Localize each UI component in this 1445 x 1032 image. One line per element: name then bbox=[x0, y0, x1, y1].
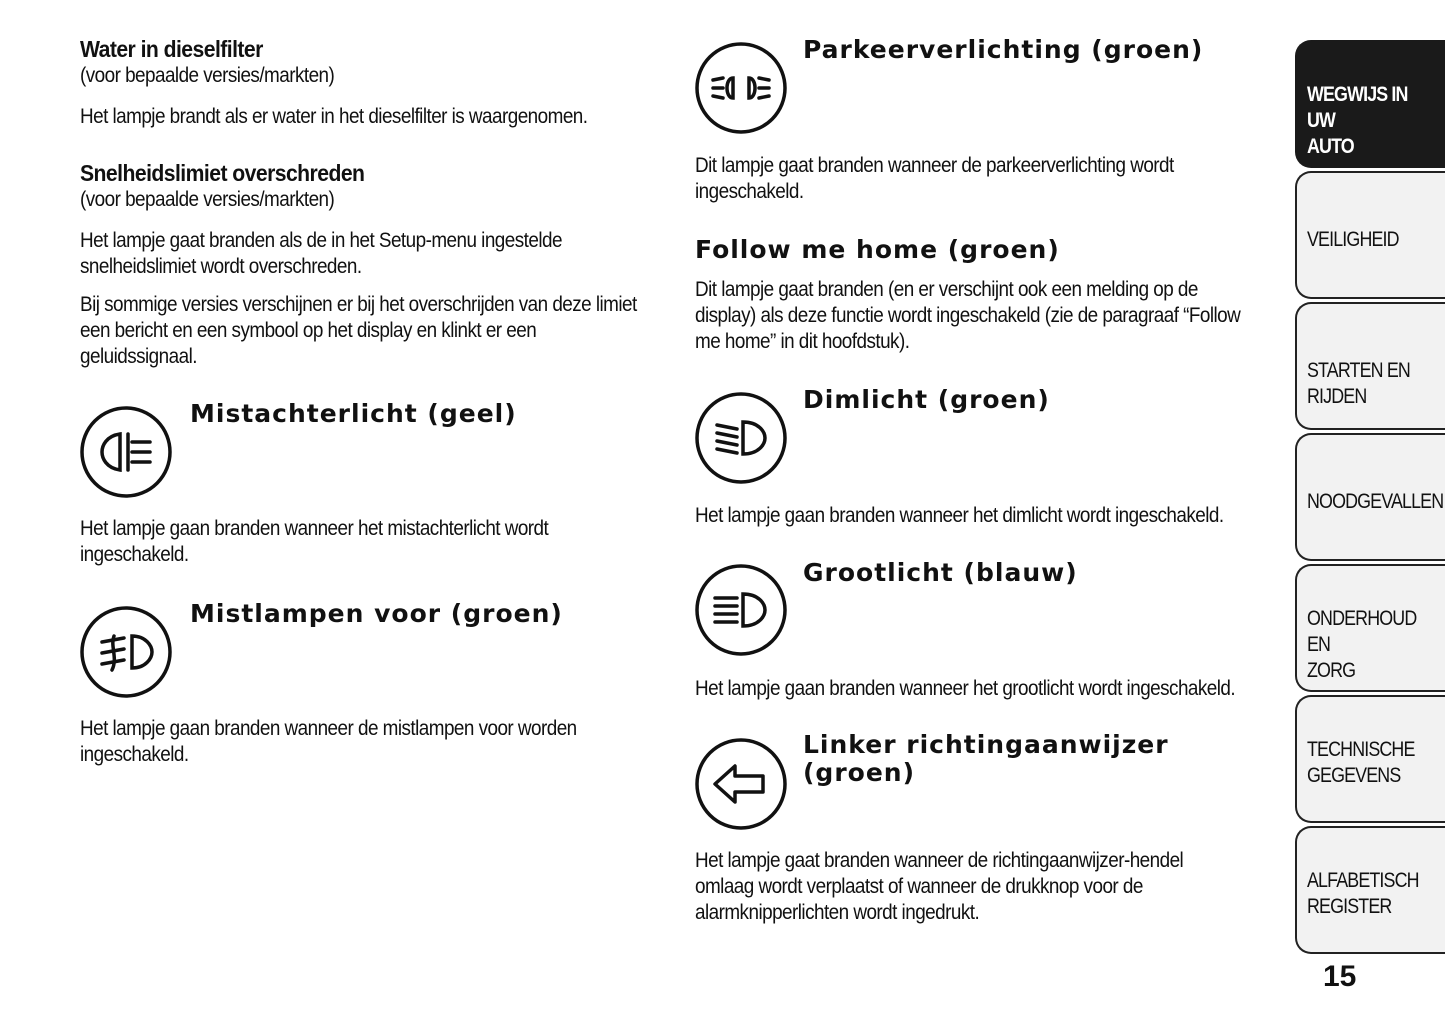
main-beam-title: Grootlicht (blauw) bbox=[803, 558, 1078, 587]
speed-limit-text-2: Bij sommige versies verschijnen er bij het overschrijden van deze limiet een bericht en een symbool op het display en klinkt er een geluidssignaal. bbox=[80, 293, 637, 368]
speed-limit-subtitle: (voor bepaalde versies/markten) bbox=[80, 188, 335, 211]
parking-title: Parkeerverlichting (groen) bbox=[803, 35, 1204, 64]
tab-veiligheid[interactable] bbox=[1295, 171, 1445, 299]
front-fog-title: Mistlampen voor (groen) bbox=[190, 599, 563, 628]
tab-alfabetisch-register[interactable] bbox=[1295, 826, 1445, 954]
follow-me-home-title: Follow me home (groen) bbox=[695, 235, 1060, 264]
tab-noodgevallen[interactable] bbox=[1295, 433, 1445, 561]
tab-label: TECHNISCHE GEGEVENS bbox=[1307, 738, 1415, 787]
left-turn-arrow-icon bbox=[695, 738, 787, 830]
tab-wegwijs[interactable] bbox=[1295, 40, 1445, 168]
main-beam-icon bbox=[695, 564, 787, 656]
parking-text: Dit lampje gaat branden wanneer de parkeerverlichting wordt ingeschakeld. bbox=[695, 154, 1174, 203]
front-fog-text: Het lampje gaan branden wanneer de mistlampen voor worden ingeschakeld. bbox=[80, 717, 577, 766]
front-fog-light-icon bbox=[80, 606, 172, 698]
tab-label: ONDERHOUD EN ZORG bbox=[1307, 607, 1417, 682]
speed-limit-title: Snelheidslimiet overschreden bbox=[80, 160, 365, 186]
left-turn-title: Linker richtingaanwijzer (groen) bbox=[803, 730, 1169, 787]
tab-label: STARTEN EN RIJDEN bbox=[1307, 359, 1410, 408]
water-filter-text: Het lampje brandt als er water in het dieselfilter is waargenomen. bbox=[80, 105, 588, 128]
dipped-beam-title: Dimlicht (groen) bbox=[803, 385, 1050, 414]
tab-label: NOODGEVALLEN bbox=[1307, 490, 1444, 513]
speed-limit-text-1: Het lampje gaat branden als de in het Setup-menu ingestelde snelheidslimiet wordt overschreden. bbox=[80, 229, 562, 278]
water-filter-title: Water in dieselfilter bbox=[80, 36, 263, 62]
rear-fog-text: Het lampje gaan branden wanneer het mistachterlicht wordt ingeschakeld. bbox=[80, 517, 549, 566]
tab-label: ALFABETISCH REGISTER bbox=[1307, 869, 1419, 918]
rear-fog-title: Mistachterlicht (geel) bbox=[190, 399, 517, 428]
left-turn-text: Het lampje gaat branden wanneer de richtingaanwijzer-hendel omlaag wordt verplaatst of wanneer de drukknop voor de alarmknipperlichten wordt ingedrukt. bbox=[695, 849, 1184, 924]
parking-light-icon bbox=[695, 42, 787, 134]
rear-fog-light-icon bbox=[80, 406, 172, 498]
follow-me-home-text: Dit lampje gaat branden (en er verschijnt ook een melding op de display) als deze functie wordt ingeschakeld (zie de paragraaf “Follow me home” in dit hoofdstuk). bbox=[695, 278, 1241, 353]
dipped-beam-text: Het lampje gaan branden wanneer het dimlicht wordt ingeschakeld. bbox=[695, 504, 1224, 527]
page-number: 15 bbox=[1323, 960, 1357, 993]
main-beam-text: Het lampje gaan branden wanneer het grootlicht wordt ingeschakeld. bbox=[695, 677, 1236, 700]
water-filter-subtitle: (voor bepaalde versies/markten) bbox=[80, 64, 335, 87]
tab-label: WEGWIJS IN UW AUTO bbox=[1307, 83, 1408, 158]
dipped-beam-icon bbox=[695, 392, 787, 484]
tab-onderhoud-en-zorg[interactable] bbox=[1295, 564, 1445, 692]
tab-technische-gegevens[interactable] bbox=[1295, 695, 1445, 823]
tab-starten-en-rijden[interactable] bbox=[1295, 302, 1445, 430]
tab-label: VEILIGHEID bbox=[1307, 228, 1399, 251]
